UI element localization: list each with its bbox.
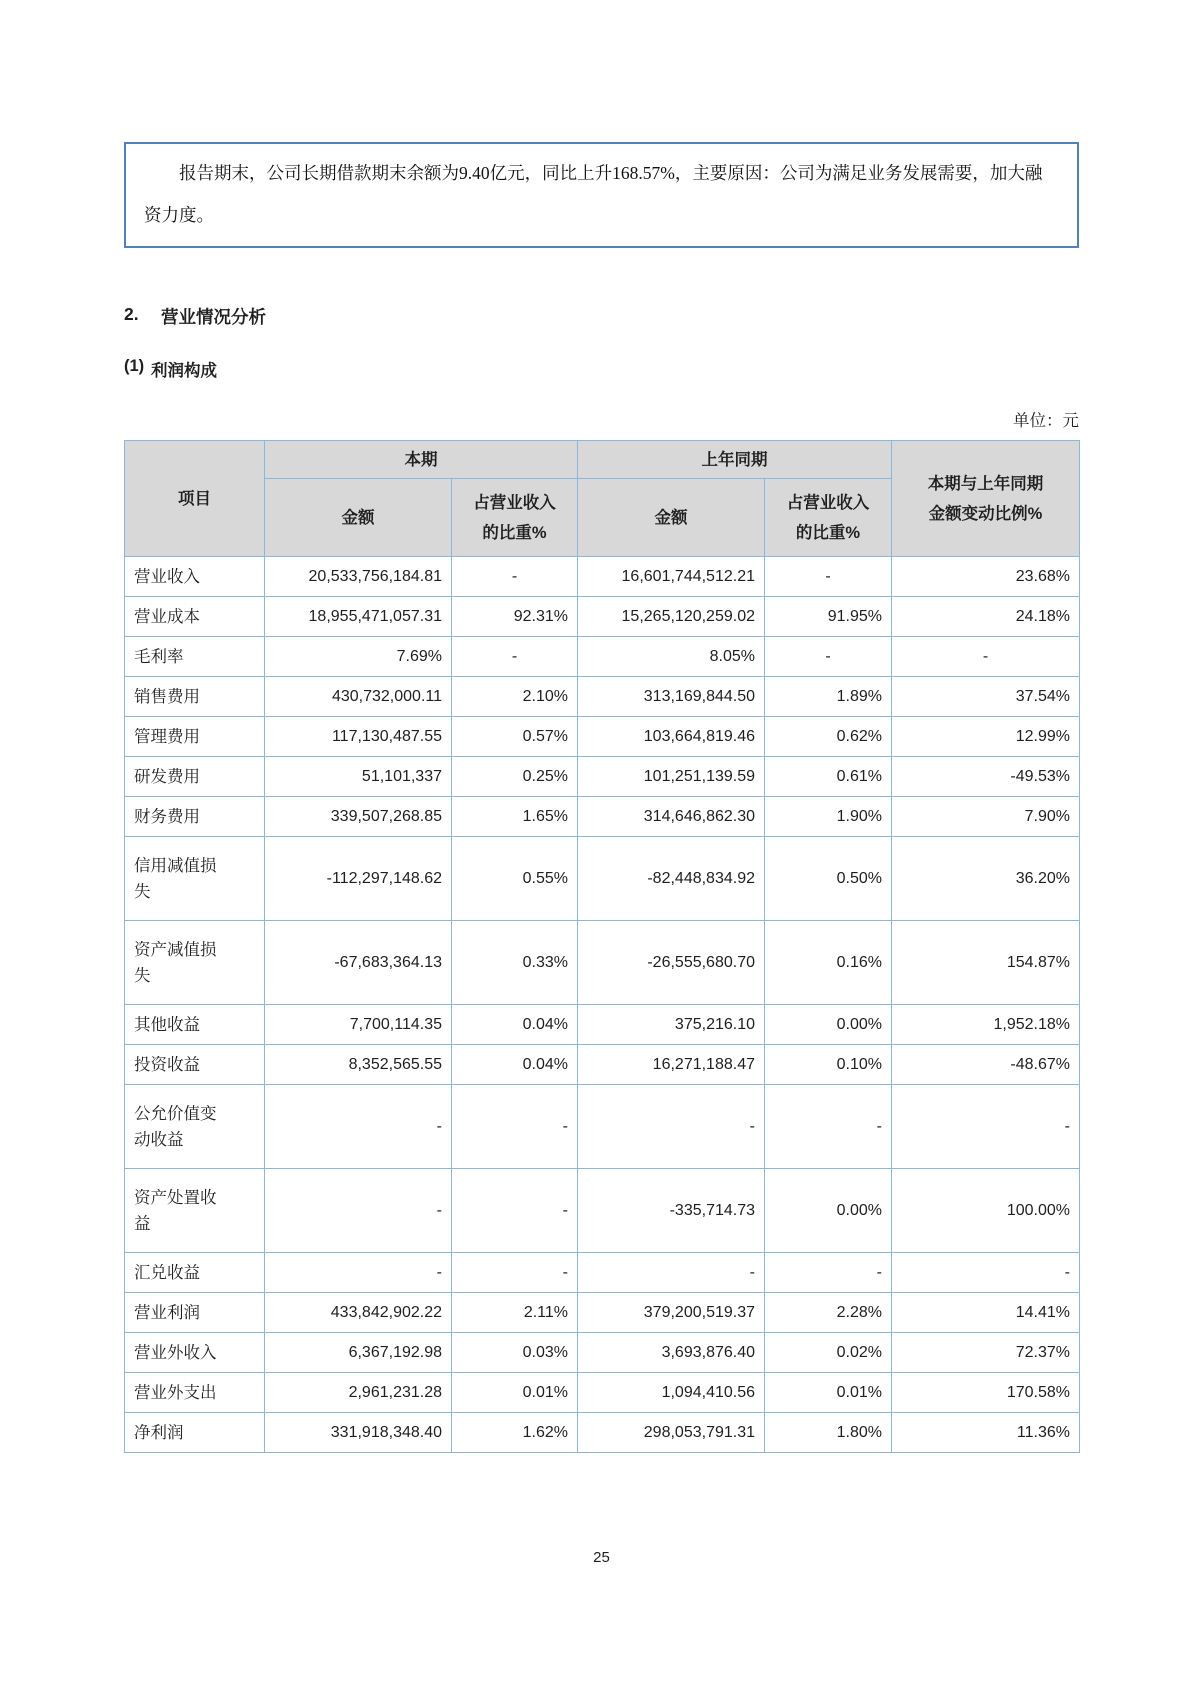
row-label: 净利润 bbox=[125, 1413, 265, 1453]
table-header bbox=[125, 441, 1080, 557]
table-cell: 314,646,862.30 bbox=[578, 797, 765, 837]
table-cell: 430,732,000.11 bbox=[265, 677, 452, 717]
table-row bbox=[125, 1373, 1080, 1413]
table-cell: 313,169,844.50 bbox=[578, 677, 765, 717]
row-label: 毛利率 bbox=[125, 637, 265, 677]
header-pct-prior bbox=[765, 479, 892, 557]
row-label: 汇兑收益 bbox=[125, 1253, 265, 1293]
table-cell: 0.04% bbox=[452, 1045, 578, 1085]
header-pct-current bbox=[452, 479, 578, 557]
table-cell: 433,842,902.22 bbox=[265, 1293, 452, 1333]
table-row bbox=[125, 921, 1080, 1005]
table-row bbox=[125, 597, 1080, 637]
table-cell: 117,130,487.55 bbox=[265, 717, 452, 757]
table-row bbox=[125, 717, 1080, 757]
table-cell: - bbox=[452, 1253, 578, 1293]
row-label: 管理费用 bbox=[125, 717, 265, 757]
subsection-number: (1) bbox=[124, 357, 145, 375]
section-heading bbox=[124, 304, 1079, 329]
table-cell: 2.28% bbox=[765, 1293, 892, 1333]
table-cell: 6,367,192.98 bbox=[265, 1333, 452, 1373]
row-label: 营业外收入 bbox=[125, 1333, 265, 1373]
table-cell: - bbox=[765, 1085, 892, 1169]
header-pct-line1: 占营业收入 bbox=[473, 493, 556, 512]
table-cell: 7.69% bbox=[265, 637, 452, 677]
table-cell: 8,352,565.55 bbox=[265, 1045, 452, 1085]
table-cell: 0.16% bbox=[765, 921, 892, 1005]
table-row bbox=[125, 1413, 1080, 1453]
table-cell: 101,251,139.59 bbox=[578, 757, 765, 797]
table-cell: 375,216.10 bbox=[578, 1005, 765, 1045]
header-amount-prior: 金额 bbox=[578, 479, 765, 557]
table-row bbox=[125, 757, 1080, 797]
table-cell: 15,265,120,259.02 bbox=[578, 597, 765, 637]
table-cell: - bbox=[765, 557, 892, 597]
table-cell: 0.61% bbox=[765, 757, 892, 797]
table-cell: 1,952.18% bbox=[892, 1005, 1080, 1045]
table-cell: -82,448,834.92 bbox=[578, 837, 765, 921]
table-cell: -26,555,680.70 bbox=[578, 921, 765, 1005]
row-label: 营业收入 bbox=[125, 557, 265, 597]
table-cell: -49.53% bbox=[892, 757, 1080, 797]
header-amount-current: 金额 bbox=[265, 479, 452, 557]
table-cell: 0.57% bbox=[452, 717, 578, 757]
table-row bbox=[125, 637, 1080, 677]
header-pct-line1: 占营业收入 bbox=[786, 493, 870, 512]
table-cell: 51,101,337 bbox=[265, 757, 452, 797]
table-cell: 92.31% bbox=[452, 597, 578, 637]
row-label: 其他收益 bbox=[125, 1005, 265, 1045]
table-cell: - bbox=[265, 1253, 452, 1293]
table-cell: - bbox=[892, 1253, 1080, 1293]
table-cell: 7,700,114.35 bbox=[265, 1005, 452, 1045]
table-cell: 18,955,471,057.31 bbox=[265, 597, 452, 637]
table-cell: 14.41% bbox=[892, 1293, 1080, 1333]
table-cell: 2.10% bbox=[452, 677, 578, 717]
header-pct-line2: 的比重% bbox=[482, 523, 547, 542]
profit-composition-table bbox=[124, 440, 1080, 1453]
table-row bbox=[125, 837, 1080, 921]
table-cell: 16,601,744,512.21 bbox=[578, 557, 765, 597]
note-box bbox=[124, 142, 1079, 248]
table-cell: 0.62% bbox=[765, 717, 892, 757]
table-cell: 103,664,819.46 bbox=[578, 717, 765, 757]
table-cell: - bbox=[892, 1085, 1080, 1169]
section-number: 2. bbox=[124, 304, 139, 324]
table-cell: 24.18% bbox=[892, 597, 1080, 637]
table-cell: - bbox=[265, 1169, 452, 1253]
document-page bbox=[124, 0, 1079, 1566]
table-cell: 1.89% bbox=[765, 677, 892, 717]
page-number: 25 bbox=[593, 1549, 610, 1566]
table-cell: 379,200,519.37 bbox=[578, 1293, 765, 1333]
table-cell: -48.67% bbox=[892, 1045, 1080, 1085]
table-cell: 100.00% bbox=[892, 1169, 1080, 1253]
table-cell: - bbox=[452, 557, 578, 597]
table-row bbox=[125, 1253, 1080, 1293]
row-label: 财务费用 bbox=[125, 797, 265, 837]
table-cell: 0.02% bbox=[765, 1333, 892, 1373]
section-title: 营业情况分析 bbox=[161, 307, 266, 327]
table-cell: 36.20% bbox=[892, 837, 1080, 921]
header-current-period: 本期 bbox=[265, 441, 578, 479]
table-cell: 2.11% bbox=[452, 1293, 578, 1333]
table-cell: -112,297,148.62 bbox=[265, 837, 452, 921]
row-label: 营业成本 bbox=[125, 597, 265, 637]
row-label: 营业利润 bbox=[125, 1293, 265, 1333]
table-cell: 170.58% bbox=[892, 1373, 1080, 1413]
note-text: 报告期末，公司长期借款期末余额为9.40亿元，同比上升168.57%，主要原因：公司为满足业务发展需要，加大融资力度。 bbox=[144, 163, 1043, 225]
row-label: 营业外支出 bbox=[125, 1373, 265, 1413]
table-cell: 0.00% bbox=[765, 1005, 892, 1045]
table-cell: 0.03% bbox=[452, 1333, 578, 1373]
table-row bbox=[125, 1085, 1080, 1169]
table-cell: 72.37% bbox=[892, 1333, 1080, 1373]
table-row bbox=[125, 797, 1080, 837]
table-cell: - bbox=[578, 1085, 765, 1169]
table-cell: 1.62% bbox=[452, 1413, 578, 1453]
header-item: 项目 bbox=[125, 441, 265, 557]
table-cell: 0.25% bbox=[452, 757, 578, 797]
table-cell: 11.36% bbox=[892, 1413, 1080, 1453]
table-cell: - bbox=[452, 637, 578, 677]
subsection-heading bbox=[124, 357, 1079, 381]
header-change bbox=[892, 441, 1080, 557]
table-cell: 20,533,756,184.81 bbox=[265, 557, 452, 597]
table-cell: 0.01% bbox=[765, 1373, 892, 1413]
row-label: 信用减值损失 bbox=[125, 837, 265, 921]
table-cell: 0.01% bbox=[452, 1373, 578, 1413]
table-cell: - bbox=[892, 637, 1080, 677]
table-cell: 0.10% bbox=[765, 1045, 892, 1085]
table-cell: 1.80% bbox=[765, 1413, 892, 1453]
table-cell: 37.54% bbox=[892, 677, 1080, 717]
header-change-line2: 金额变动比例% bbox=[928, 504, 1043, 523]
table-cell: - bbox=[265, 1085, 452, 1169]
table-cell: 154.87% bbox=[892, 921, 1080, 1005]
row-label: 资产处置收益 bbox=[125, 1169, 265, 1253]
table-cell: - bbox=[765, 637, 892, 677]
table-cell: - bbox=[452, 1169, 578, 1253]
table-cell: 23.68% bbox=[892, 557, 1080, 597]
table-cell: 1,094,410.56 bbox=[578, 1373, 765, 1413]
table-cell: 12.99% bbox=[892, 717, 1080, 757]
row-label: 资产减值损失 bbox=[125, 921, 265, 1005]
table-cell: 339,507,268.85 bbox=[265, 797, 452, 837]
table-cell: 0.00% bbox=[765, 1169, 892, 1253]
table-cell: 0.33% bbox=[452, 921, 578, 1005]
table-cell: - bbox=[765, 1253, 892, 1293]
table-cell: 1.90% bbox=[765, 797, 892, 837]
table-cell: 7.90% bbox=[892, 797, 1080, 837]
table-row bbox=[125, 1333, 1080, 1373]
table-cell: 331,918,348.40 bbox=[265, 1413, 452, 1453]
table-cell: -335,714.73 bbox=[578, 1169, 765, 1253]
header-pct-line2: 的比重% bbox=[795, 523, 861, 542]
table-body bbox=[125, 557, 1080, 1453]
table-cell: 16,271,188.47 bbox=[578, 1045, 765, 1085]
table-cell: 1.65% bbox=[452, 797, 578, 837]
table-cell: 298,053,791.31 bbox=[578, 1413, 765, 1453]
header-prior-period: 上年同期 bbox=[578, 441, 892, 479]
table-row bbox=[125, 1045, 1080, 1085]
table-row bbox=[125, 1293, 1080, 1333]
subsection-title: 利润构成 bbox=[151, 362, 217, 380]
table-row bbox=[125, 557, 1080, 597]
table-row bbox=[125, 677, 1080, 717]
unit-label: 单位：元 bbox=[1013, 411, 1079, 430]
row-label: 销售费用 bbox=[125, 677, 265, 717]
table-cell: -67,683,364.13 bbox=[265, 921, 452, 1005]
header-change-line1: 本期与上年同期 bbox=[927, 474, 1044, 493]
table-row bbox=[125, 1169, 1080, 1253]
table-cell: 3,693,876.40 bbox=[578, 1333, 765, 1373]
table-cell: 0.55% bbox=[452, 837, 578, 921]
table-cell: 2,961,231.28 bbox=[265, 1373, 452, 1413]
table-cell: 0.50% bbox=[765, 837, 892, 921]
row-label: 研发费用 bbox=[125, 757, 265, 797]
row-label: 投资收益 bbox=[125, 1045, 265, 1085]
table-cell: - bbox=[452, 1085, 578, 1169]
table-cell: - bbox=[578, 1253, 765, 1293]
table-cell: 0.04% bbox=[452, 1005, 578, 1045]
table-row bbox=[125, 1005, 1080, 1045]
table-cell: 8.05% bbox=[578, 637, 765, 677]
row-label: 公允价值变动收益 bbox=[125, 1085, 265, 1169]
table-cell: 91.95% bbox=[765, 597, 892, 637]
